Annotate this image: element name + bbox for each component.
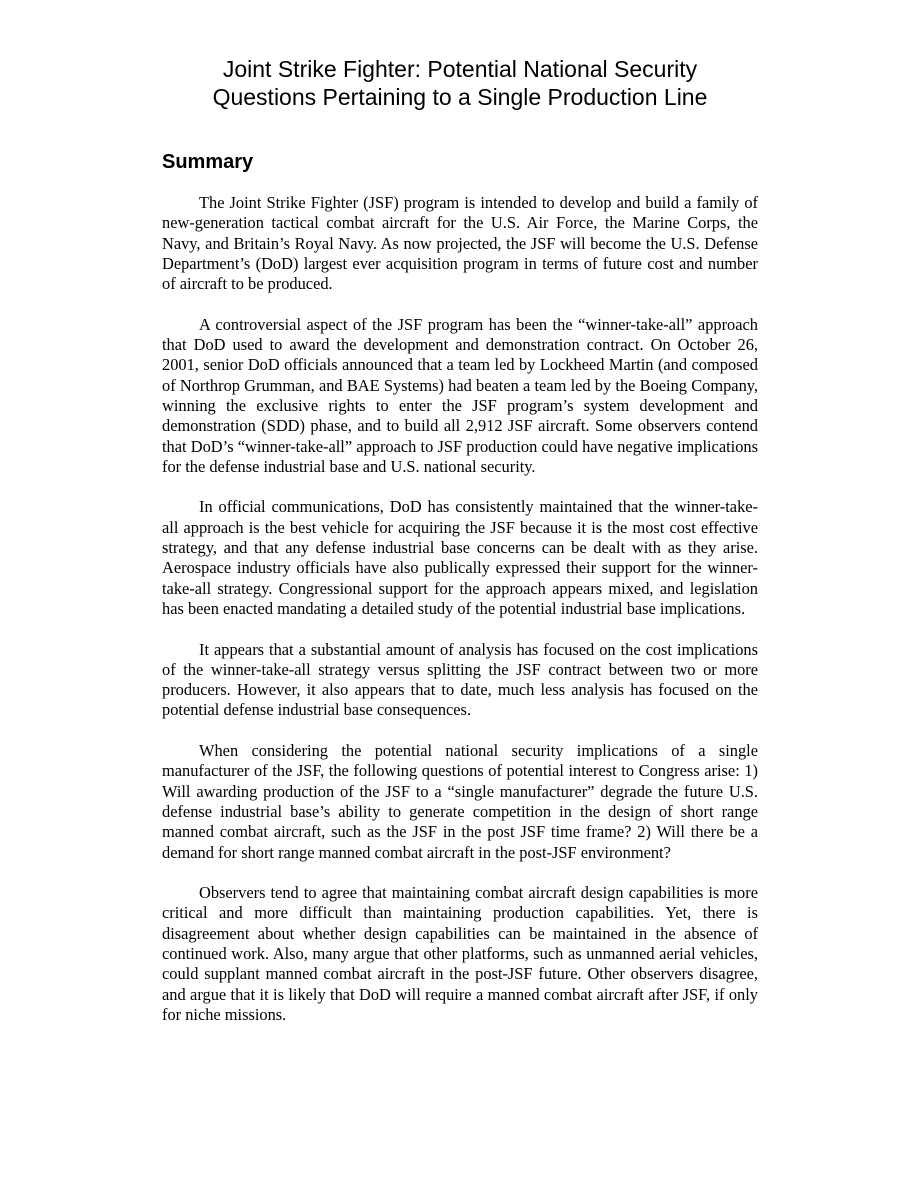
paragraph: In official communications, DoD has consistently maintained that the winner-take-all approach is the best vehicle for acquiring the JSF because it is the most cost effective strategy, and that any defense industrial base concerns can be dealt with as they arise. Aerospace industry officials have also publically expressed their support for the winner-take-all strategy. Congressional support for the approach appears mixed, and legislation has been enacted mandating a detailed study of the potential industrial base implications. xyxy=(162,497,758,618)
paragraph: The Joint Strike Fighter (JSF) program is intended to develop and build a family of new-generation tactical combat aircraft for the U.S. Air Force, the Marine Corps, the Navy, and Britain’s Royal Navy. As now projected, the JSF will become the U.S. Defense Department’s (DoD) largest ever acquisition program in terms of future cost and number of aircraft to be produced. xyxy=(162,193,758,294)
paragraph: Observers tend to agree that maintaining combat aircraft design capabilities is more critical and more difficult than maintaining production capabilities. Yet, there is disagreement about whether design capabilities can be maintained in the absence of continued work. Also, many argue that other platforms, such as unmanned aerial vehicles, could supplant manned combat aircraft in the post-JSF future. Other observers disagree, and argue that it is likely that DoD will require a manned combat aircraft after JSF, if only for niche missions. xyxy=(162,883,758,1024)
title-line-2: Questions Pertaining to a Single Production Line xyxy=(212,84,708,110)
paragraph: It appears that a substantial amount of analysis has focused on the cost implications of the winner-take-all strategy versus splitting the JSF contract between two or more producers. However, it also appears that to date, much less analysis has focused on the potential defense industrial base consequences. xyxy=(162,639,758,720)
paragraph: When considering the potential national security implications of a single manufacturer of the JSF, the following questions of potential interest to Congress arise: 1) Will awarding production of the JSF to a “single manufacturer” degrade the future U.S. defense industrial base’s ability to generate competition in the design of short range manned combat aircraft, such as the JSF in the post JSF time frame? 2) Will there be a demand for short range manned combat aircraft in the post-JSF environment? xyxy=(162,741,758,862)
summary-heading: Summary xyxy=(162,151,254,173)
document-title xyxy=(162,55,758,111)
title-line-1: Joint Strike Fighter: Potential National Security xyxy=(222,56,698,82)
summary-body xyxy=(162,193,758,1045)
paragraph: A controversial aspect of the JSF program has been the “winner-take-all” approach that DoD used to award the development and demonstration contract. On October 26, 2001, senior DoD officials announced that a team led by Lockheed Martin (and composed of Northrop Grumman, and BAE Systems) had beaten a team led by the Boeing Company, winning the exclusive rights to enter the JSF program’s system development and demonstration (SDD) phase, and to build all 2,912 JSF aircraft. Some observers contend that DoD’s “winner-take-all” approach to JSF production could have negative implications for the defense industrial base and U.S. national security. xyxy=(162,314,758,476)
